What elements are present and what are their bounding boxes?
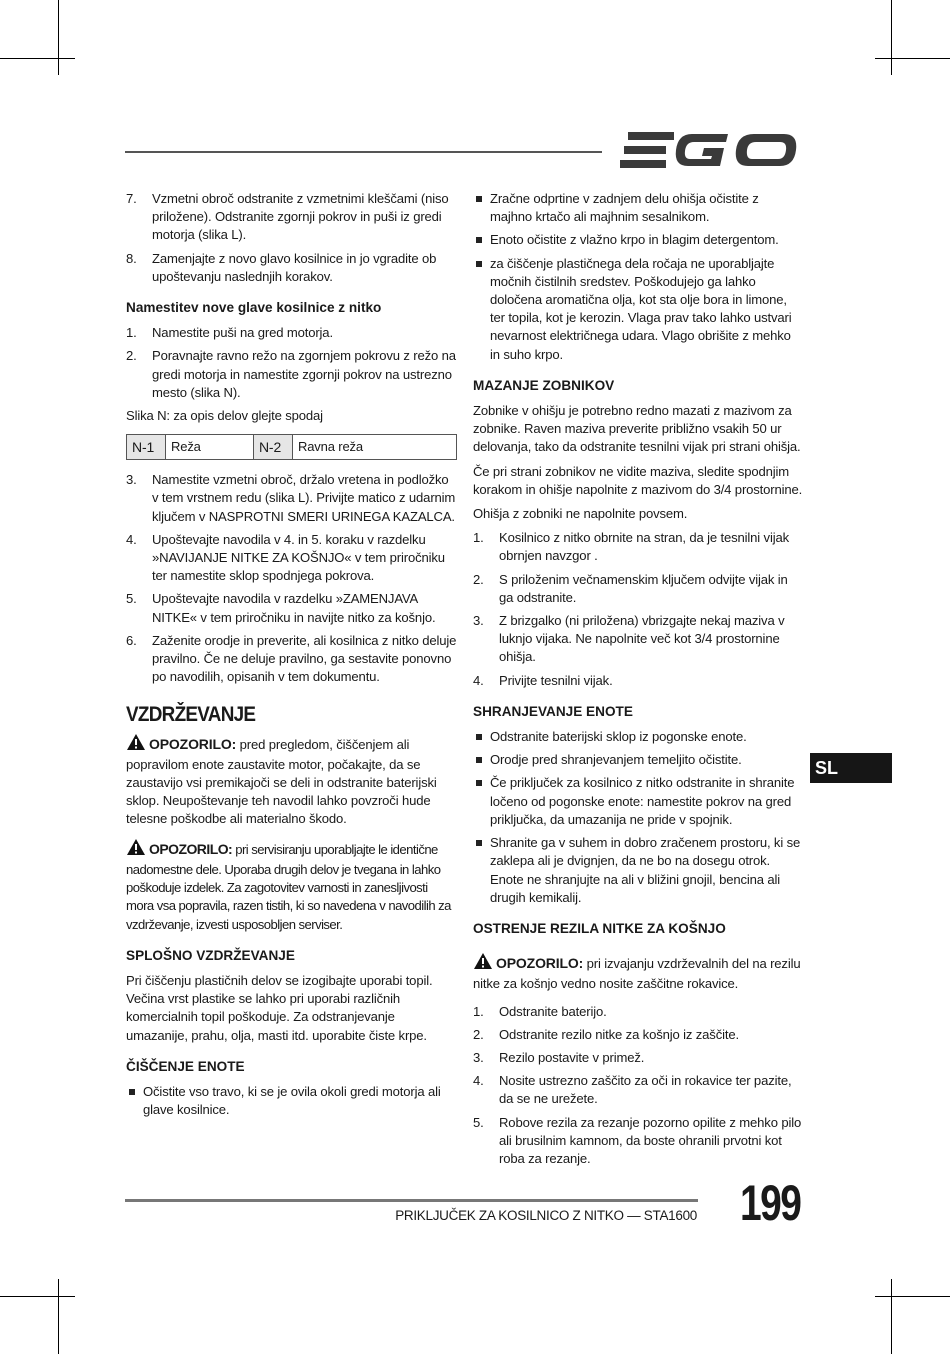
language-tab: SL — [810, 753, 892, 783]
list-item: Očistite vso travo, ki se je ovila okoli gredi motorja ali glave kosilnice. — [126, 1083, 458, 1119]
part-label: Reža — [166, 435, 254, 460]
steps-list-top — [126, 190, 458, 286]
list-item: 8. Zamenjajte z novo glavo kosilnice in jo vgradite ob upoštevanju naslednjih korakov. — [126, 250, 437, 284]
list-item: 2. S priloženim večnamenskim ključem odvijte vijak in ga odstranite. — [473, 571, 788, 605]
figure-note: Slika N: za opis delov glejte spodaj — [126, 408, 323, 424]
part-code: N-1 — [127, 435, 166, 460]
list-item: 1. Namestite puši na gred motorja. — [126, 325, 333, 341]
list-item: 1. Kosilnico z nitko obrnite na stran, da je tesnilni vijak obrnjen navzgor . — [473, 530, 790, 564]
warning-text: pri servisiranju uporabljajte le identične nadomestne dele. Uporaba drugih delov je tvegana in lahko poškoduje izdelek. Za zagotovitev varnosti in zanesljivosti mora vsa popravila, razen tistih, ki so navedena v navodilih za vzdrževanje, izvesti usposobljen serviser. — [126, 841, 451, 932]
part-label: Ravna reža — [292, 435, 456, 460]
bullet-icon — [476, 734, 482, 740]
warning-icon — [126, 838, 146, 861]
general-maintenance-heading: SPLOŠNO VZDRŽEVANJE — [126, 947, 295, 963]
list-item: Enoto očistite z vlažno krpo in blagim detergentom. — [473, 231, 803, 249]
list-item: 2. Poravnajte ravno režo na zgornjem pokrovu z režo na gredi motorja in namestite zgornji pokrov na ustrezno mesto (slika N). — [126, 348, 456, 400]
install-heading: Namestitev nove glave kosilnice z nitko — [126, 300, 382, 316]
list-item: Shranite ga v suhem in dobro zračenem prostoru, ki se zaklepa ali je dvignjen, da ne bo na dosegu otrok. Enote ne shranjujte na ali v bližini gnojil, bencina ali drugih kemikalij. — [473, 834, 803, 907]
bullet-icon — [476, 780, 482, 786]
crop-mark — [891, 0, 892, 75]
warning-block — [126, 733, 458, 829]
warning-text: pri izvajanju vzdrževalnih del na rezilu nitke za košnjo vedno nosite zaščitne rokavice. — [473, 956, 801, 992]
list-item: 7. Vzmetni obroč odstranite z vzmetnimi kleščami (niso priložene). Odstranite zgornji pokrov in puši iz gredi motorja (slika L). — [126, 191, 449, 243]
list-item: 4. Upoštevajte navodila v 4. in 5. koraku v razdelku »NAVIJANJE NITKE ZA KOŠNJO« v tem priročniku ter namestite sklop spodnjega pokrova. — [126, 531, 445, 584]
page-number: 199 — [740, 1175, 801, 1231]
brand-logo — [616, 128, 800, 177]
cleaning-list — [126, 1083, 458, 1119]
list-item: 3. Rezilo postavite v primež. — [473, 1049, 645, 1065]
list-item: 1. Odstranite baterijo. — [473, 1003, 607, 1019]
warning-label: OPOZORILO: — [496, 955, 584, 972]
warning-label: OPOZORILO: — [149, 840, 233, 857]
list-item: 4. Privijte tesnilni vijak. — [473, 672, 613, 688]
list-item: za čiščenje plastičnega dela ročaja ne uporabljajte močnih čistilnih sredstev. Poškodujejo ga lahko določena aromatična olja, kot sta olje bora in limone, ter topila, kot je kerozin. Vlaga prav tako lahko ustvari nevarnost električnega udara. Vlago obrišite z mehko in suho krpo. — [473, 255, 803, 364]
sharpen-steps-list — [473, 1003, 803, 1169]
list-item: Odstranite baterijski sklop iz pogonske enote. — [473, 728, 803, 746]
storage-list — [473, 728, 803, 907]
warning-label: OPOZORILO: — [149, 735, 237, 752]
crop-mark — [875, 58, 950, 59]
crop-mark — [58, 0, 59, 75]
gear-lubrication-heading: MAZANJE ZOBNIKOV — [473, 377, 615, 393]
right-column — [473, 190, 803, 1173]
install-steps-list — [126, 324, 458, 402]
crop-mark — [58, 1279, 59, 1354]
footer-title: PRIKLJUČEK ZA KOSILNICO Z NITKO — STA1600 — [395, 1208, 697, 1223]
list-item: 5. Upoštevajte navodila v razdelku »ZAMENJAVA NITKE« v tem priročniku in navijte nitko za košnjo. — [126, 591, 436, 625]
part-code: N-2 — [253, 435, 292, 460]
bullet-icon — [476, 237, 482, 243]
warning-icon — [126, 733, 146, 756]
general-maintenance-text: Pri čiščenju plastičnih delov se izogibajte uporabi topil. Večina vrst plastike se lahko pri uporabi različnih komercialnih topil poškoduje. Za odstranjevanje umazanije, prahu, olja, masti itd. uporabite čiste krpe. — [126, 972, 433, 1043]
cleaning-list-cont — [473, 190, 803, 364]
list-item: 2. Odstranite rezilo nitke za košnjo iz zaščite. — [473, 1026, 739, 1042]
gear-steps-list — [473, 529, 803, 690]
warning-text: pred pregledom, čiščenjem ali popravilom enote zaustavite motor, počakajte, da se zaustavijo vsi premikajoči se deli in odstranite baterijski sklop. Neupoštevanje teh navodil lahko povzroči hude telesne poškodbe ali materialno škodo. — [126, 736, 437, 827]
maintenance-heading: VZDRŽEVANJE — [126, 703, 256, 727]
left-column — [126, 190, 458, 1124]
bullet-icon — [476, 840, 482, 846]
list-item: Orodje pred shranjevanjem temeljito očistite. — [473, 751, 803, 769]
crop-mark — [0, 58, 75, 59]
table-row — [127, 435, 457, 460]
crop-mark — [875, 1296, 950, 1297]
bullet-icon — [476, 196, 482, 202]
list-item: 5. Robove rezila za rezanje pozorno opilite z mehko pilo ali brusilnim kamnom, da boste ohranili prvotni kot roba za rezanje. — [473, 1114, 802, 1166]
list-item: 4. Nosite ustrezno zaščito za oči in rokavice ter pazite, da se ne urežete. — [473, 1073, 792, 1107]
footer-rule — [125, 1199, 698, 1202]
crop-mark — [891, 1279, 892, 1354]
bullet-icon — [476, 757, 482, 763]
storage-heading: SHRANJEVANJE ENOTE — [473, 703, 633, 719]
list-item: 6. Zaženite orodje in preverite, ali kosilnica z nitko deluje pravilno. Če ne deluje pravilno, ga sestavite ponovno po navodilih, opisanih v tem dokumentu. — [126, 632, 457, 685]
cleaning-heading: ČIŠČENJE ENOTE — [126, 1058, 245, 1074]
sharpening-heading: OSTRENJE REZILA NITKE ZA KOŠNJO — [473, 920, 726, 936]
install-steps-list-cont — [126, 471, 458, 686]
warning-block — [473, 952, 803, 993]
warning-block — [126, 838, 458, 934]
crop-mark — [0, 1296, 75, 1297]
list-item: Če priključek za kosilnico z nitko odstranite in shranite ločeno od pogonske enote: namestite pokrov na gred priključka, da umazanija ne pride v spojnik. — [473, 774, 803, 829]
bullet-icon — [476, 261, 482, 267]
bullet-icon — [129, 1089, 135, 1095]
list-item: 3. Z brizgalko (ni priložena) vbrizgajte nekaj maziva v luknjo vijaka. Ne napolnite več kot 3/4 prostornine ohišja. — [473, 613, 785, 665]
header-rule — [125, 151, 602, 153]
paragraph: Če pri strani zobnikov ne vidite maziva, sledite spodnjim korakom in ohišje napolnite z mazivom do 3/4 prostornine. — [473, 463, 803, 497]
list-item: Zračne odprtine v zadnjem delu ohišja očistite z majhno krtačo ali majhnim sesalnikom. — [473, 190, 803, 226]
list-item: 3. Namestite vzmetni obroč, držalo vretena in podložko v tem vrstnem redu (slika L). Privijte matico z udarnim ključem v NASPROTNI SMERI URINEGA KAZALCA. — [126, 472, 456, 524]
paragraph: Ohišja z zobniki ne napolnite povsem. — [473, 506, 688, 522]
paragraph: Zobnike v ohišju je potrebno redno mazati z mazivom za zobnike. Raven maziva preverite približno vsakih 50 ur delovanja, tako da odstranite tesnilni vijak pri strani ohišja. — [473, 403, 801, 455]
warning-icon — [473, 952, 493, 975]
parts-table — [126, 434, 457, 460]
